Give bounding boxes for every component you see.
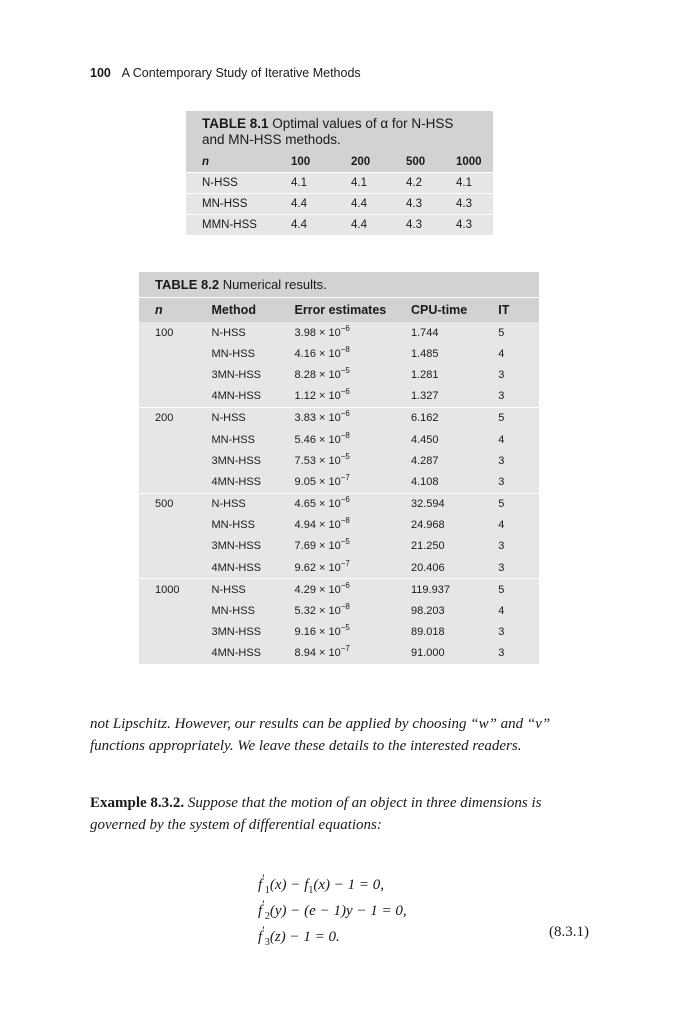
example-text: Suppose that the motion of an object in three dimensions is governed by the system of differential equations: <box>90 795 542 833</box>
table-8-1 <box>186 111 493 235</box>
cell-error-estimate: $1.12 \times 10^{-6}$ <box>294 387 350 403</box>
cell-error-estimate: $4.65 \times 10^{-6}$ <box>294 495 350 511</box>
cell-it: 4 <box>498 347 505 360</box>
table-row <box>186 194 493 215</box>
example-paragraph <box>90 792 600 836</box>
cell-n <box>139 622 212 643</box>
table-row <box>139 364 539 385</box>
header-error-estimates: Error estimates <box>294 303 387 317</box>
cell-cpu-time: 20.406 <box>410 561 445 574</box>
cell-it: 3 <box>498 475 505 488</box>
cell-cpu-time: 24.968 <box>410 519 445 532</box>
cell: 4.3 <box>456 219 472 231</box>
cell: 4.4 <box>351 219 367 231</box>
cell-n <box>139 515 212 536</box>
cell: 4.1 <box>456 177 472 189</box>
cell-n: 1000 <box>155 583 180 596</box>
cell-it: 4 <box>498 605 505 618</box>
cell-method: 4MN-HSS <box>211 561 262 574</box>
header-n: n <box>155 303 163 317</box>
table-8-1-caption-text: Optimal values of α for N-HSS and MN-HSS methods. <box>202 116 454 147</box>
table-row <box>139 643 539 664</box>
cell-cpu-time: 1.281 <box>410 368 439 381</box>
cell-method: MN-HSS <box>211 519 255 532</box>
cell: 4.1 <box>291 177 307 189</box>
cell-it: 4 <box>498 433 505 446</box>
table-row <box>139 471 539 493</box>
cell-method: 4MN-HSS <box>211 390 262 403</box>
cell-cpu-time: 91.000 <box>410 647 445 660</box>
table-row <box>139 322 539 343</box>
table-row <box>186 173 493 194</box>
cell: 4.4 <box>351 198 367 210</box>
cell-n <box>139 364 212 385</box>
table-row <box>139 622 539 643</box>
table-row <box>139 600 539 621</box>
cell-method: 4MN-HSS <box>211 647 262 660</box>
cell: 4.1 <box>351 177 367 189</box>
header-500: 500 <box>406 156 426 168</box>
header-method: Method <box>211 303 256 317</box>
cell-it: 5 <box>498 583 505 596</box>
cell-cpu-time: 32.594 <box>410 498 445 511</box>
table-8-1-header-row <box>186 152 493 173</box>
table-8-2-label: TABLE 8.2 <box>155 277 220 292</box>
table-row <box>139 536 539 557</box>
page-number: 100 <box>90 66 111 80</box>
cell-error-estimate: $5.32 \times 10^{-8}$ <box>294 602 350 618</box>
cell-error-estimate: $4.94 \times 10^{-8}$ <box>294 516 350 532</box>
cell-error-estimate: $7.53 \times 10^{-5}$ <box>294 451 350 467</box>
header-n: n <box>202 156 210 168</box>
cell-error-estimate: $4.29 \times 10^{-6}$ <box>294 580 350 596</box>
cell-n <box>139 471 212 493</box>
book-title: A Contemporary Study of Iterative Methods <box>121 66 361 80</box>
cell-n <box>139 643 212 664</box>
cell: 4.4 <box>291 198 307 210</box>
table-row <box>139 343 539 364</box>
cell: N-HSS <box>202 177 238 189</box>
cell-it: 3 <box>498 390 505 403</box>
cell-error-estimate: $3.98 \times 10^{-6}$ <box>294 323 350 339</box>
cell-it: 5 <box>498 412 505 425</box>
header-200: 200 <box>351 156 371 168</box>
table-row <box>186 215 493 236</box>
equation-1: $f'_1(x) - f_1(x) - 1 = 0$, <box>258 872 385 896</box>
cell-method: MN-HSS <box>211 433 255 446</box>
cell-n <box>139 600 212 621</box>
cell-error-estimate: $3.83 \times 10^{-6}$ <box>294 409 350 425</box>
cell-method: 3MN-HSS <box>211 454 262 467</box>
equation-2: $f'_2(y) - (e - 1)y - 1 = 0$, <box>258 898 407 922</box>
cell: MMN-HSS <box>202 219 257 231</box>
cell-n: 200 <box>155 412 174 425</box>
cell-method: 4MN-HSS <box>211 475 262 488</box>
header-100: 100 <box>291 156 311 168</box>
cell-it: 5 <box>498 498 505 511</box>
cell-n: 500 <box>155 498 174 511</box>
cell-method: MN-HSS <box>211 605 255 618</box>
cell-cpu-time: 4.108 <box>410 475 439 488</box>
table-8-1-label: TABLE 8.1 <box>202 116 269 131</box>
equation-number: (8.3.1) <box>549 924 589 940</box>
table-8-2-caption <box>139 272 539 297</box>
cell-cpu-time: 1.485 <box>410 347 439 360</box>
cell-cpu-time: 89.018 <box>410 626 445 639</box>
cell-n <box>139 450 212 471</box>
cell-error-estimate: $7.69 \times 10^{-5}$ <box>294 537 350 553</box>
cell-method: N-HSS <box>211 412 246 425</box>
cell-error-estimate: $9.05 \times 10^{-7}$ <box>294 472 350 488</box>
cell-n <box>139 386 212 408</box>
table-row <box>139 579 539 601</box>
table-8-2-caption-text: Numerical results. <box>222 277 327 292</box>
cell: 4.3 <box>406 219 422 231</box>
cell-error-estimate: $5.46 \times 10^{-8}$ <box>294 430 350 446</box>
paragraph: not Lipschitz. However, our results can be applied by choosing “w” and “v” functions appropriately. We leave these details to the interested readers. <box>90 716 551 754</box>
table-8-1-caption <box>186 111 493 152</box>
cell-it: 3 <box>498 540 505 553</box>
cell-it: 5 <box>498 326 505 339</box>
cell-error-estimate: $9.16 \times 10^{-5}$ <box>294 623 350 639</box>
header-1000: 1000 <box>456 156 482 168</box>
cell: MN-HSS <box>202 198 248 210</box>
cell-method: N-HSS <box>211 498 246 511</box>
cell-error-estimate: $4.16 \times 10^{-8}$ <box>294 344 350 360</box>
cell: 4.3 <box>406 198 422 210</box>
cell: 4.2 <box>406 177 422 189</box>
cell-error-estimate: $8.94 \times 10^{-7}$ <box>294 644 350 660</box>
cell-method: 3MN-HSS <box>211 368 262 381</box>
cell-it: 3 <box>498 561 505 574</box>
cell-error-estimate: $9.62 \times 10^{-7}$ <box>294 558 350 574</box>
cell-n <box>139 343 212 364</box>
cell-method: 3MN-HSS <box>211 626 262 639</box>
table-row <box>139 429 539 450</box>
cell-method: 3MN-HSS <box>211 540 262 553</box>
cell: 4.4 <box>291 219 307 231</box>
table-row <box>139 386 539 408</box>
running-head <box>90 66 361 80</box>
table-row <box>139 407 539 429</box>
cell-cpu-time: 21.250 <box>410 540 445 553</box>
header-cpu-time: CPU-time <box>410 303 468 317</box>
cell-n <box>139 429 212 450</box>
cell-it: 3 <box>498 454 505 467</box>
table-row <box>139 450 539 471</box>
cell-n <box>139 557 212 579</box>
table-8-2 <box>139 272 539 664</box>
cell-cpu-time: 119.937 <box>410 583 450 596</box>
cell-cpu-time: 4.287 <box>410 454 439 467</box>
cell-cpu-time: 6.162 <box>410 412 439 425</box>
cell-method: MN-HSS <box>211 347 255 360</box>
cell-cpu-time: 4.450 <box>410 433 439 446</box>
table-row <box>139 493 539 515</box>
header-it: IT <box>498 303 510 317</box>
cell-cpu-time: 1.744 <box>410 326 439 339</box>
cell-n: 100 <box>155 326 174 339</box>
cell-cpu-time: 98.203 <box>410 605 445 618</box>
cell-it: 3 <box>498 626 505 639</box>
cell-error-estimate: $8.28 \times 10^{-5}$ <box>294 365 350 381</box>
cell-method: N-HSS <box>211 583 246 596</box>
cell-it: 3 <box>498 647 505 660</box>
cell-it: 3 <box>498 368 505 381</box>
cell-method: N-HSS <box>211 326 246 339</box>
cell-n <box>139 536 212 557</box>
cell-cpu-time: 1.327 <box>410 390 439 403</box>
example-label: Example 8.3.2. <box>90 795 185 811</box>
cell-it: 4 <box>498 519 505 532</box>
equation-3: $f'_3(z) - 1 = 0$. <box>258 924 340 948</box>
table-row <box>139 557 539 579</box>
table-8-2-header-row <box>139 298 539 323</box>
cell: 4.3 <box>456 198 472 210</box>
table-row <box>139 515 539 536</box>
